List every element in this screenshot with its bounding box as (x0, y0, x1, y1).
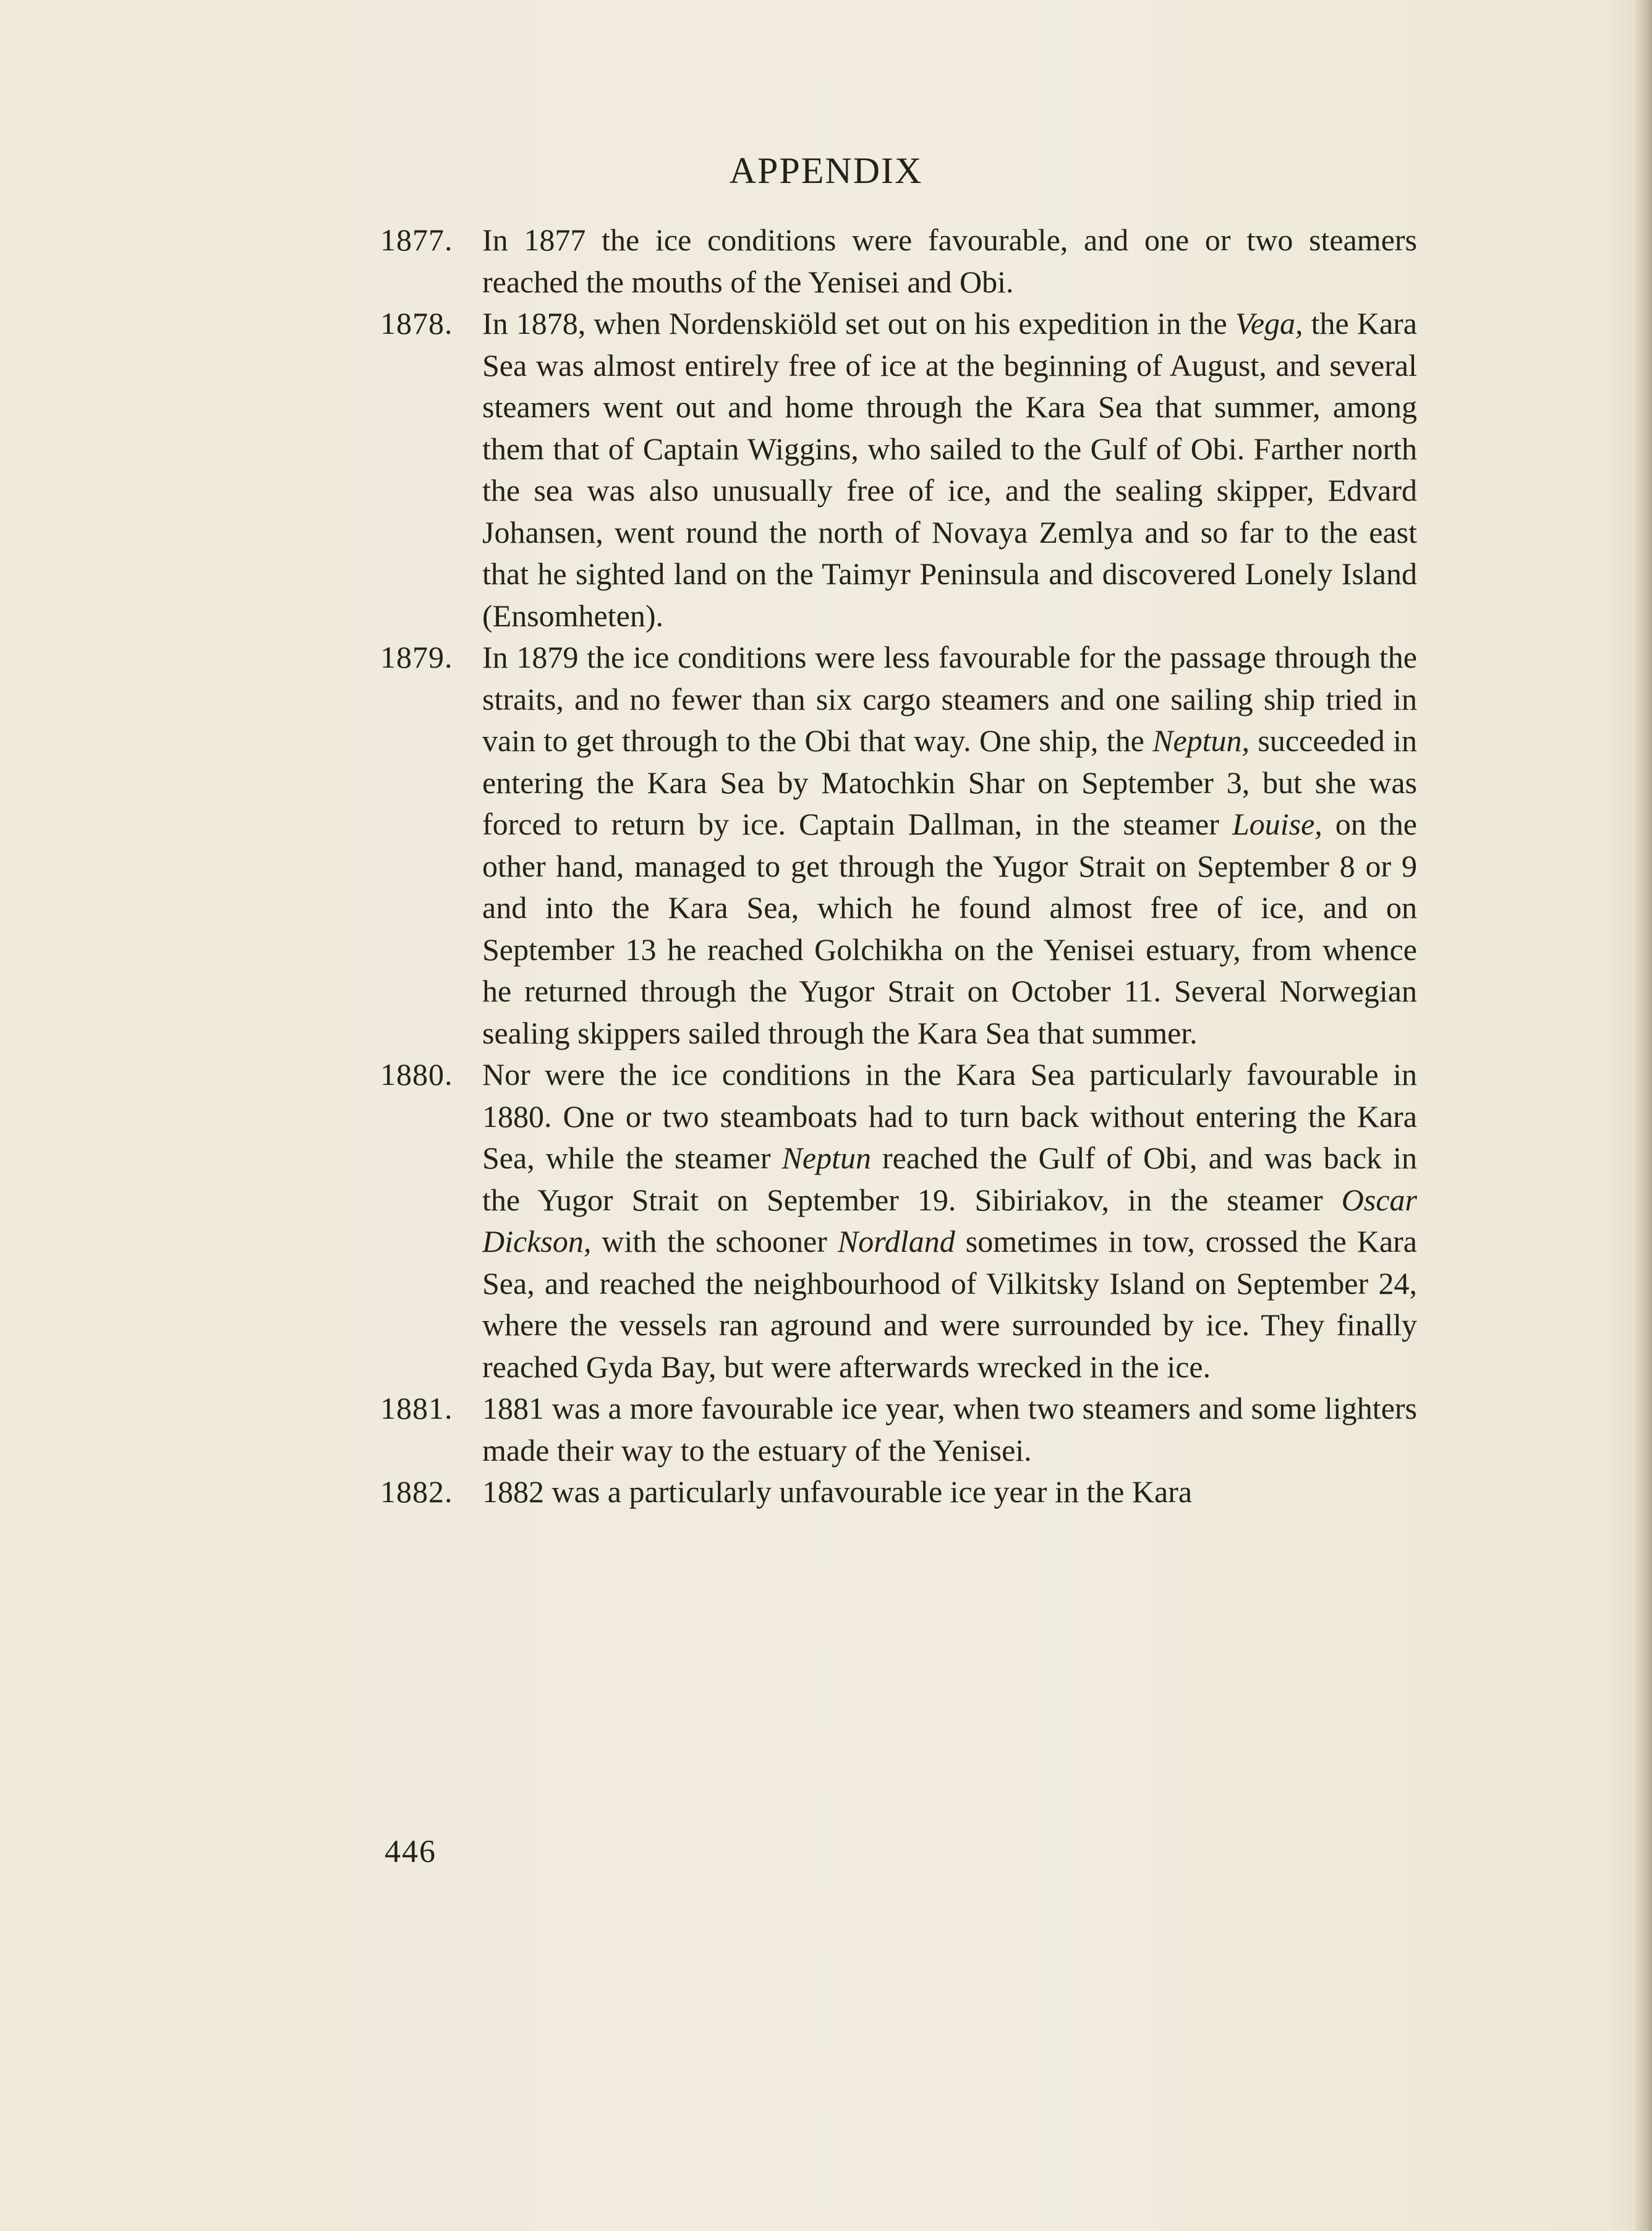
year-entry (380, 1054, 1417, 1388)
text-run: the Kara Sea was almost entirely free of ice at the beginning of August, and several steamers went out and home through the Kara Sea that summer, among them that of Captain Wiggins, who sailed to the Gulf of Obi. Farther north the sea was also unusually free of ice, and the sealing skipper, Edvard Johansen, went round the north of Novaya Zemlya and so far to the east that he sighted land on the Taimyr Peninsula and discovered Lonely Island (Ensomheten). (482, 306, 1417, 633)
text-run: reached the Gulf of Obi, and was back in the Yugor Strait on September 19. Sibiriakov, in the steamer (482, 1141, 1417, 1217)
text-run: 1881 was a more favourable ice year, when two steamers and some lighters made their way to the estuary of the Yenisei. (482, 1391, 1417, 1468)
entry-text (482, 637, 1417, 1054)
entry-text (482, 219, 1417, 303)
entry-year: 1878. (380, 306, 453, 341)
entry-year: 1882. (380, 1474, 453, 1509)
running-head: APPENDIX (729, 150, 923, 191)
ship-name: Louise, (1232, 807, 1322, 841)
year-entry (380, 1388, 1417, 1471)
text-run: on the other hand, managed to get through the Yugor Strait on September 8 or 9 and into the Kara Sea, which he found almost free of ice, and on September 13 he reached Golchikha on the Yenisei estuary, from whence he returned through the Yugor Strait on October 11. Several Norwegian sealing skippers sailed through the Kara Sea that summer. (482, 807, 1417, 1050)
text-run: sometimes in tow, crossed the Kara Sea, and reached the neighbourhood of Vilkitsky Island on September 24, where the vessels ran aground and were surrounded by ice. They finally reached Gyda Bay, but were afterwards wrecked in the ice. (482, 1224, 1417, 1384)
entry-text (482, 1388, 1417, 1471)
ship-name: Neptun (781, 1141, 871, 1175)
year-entry (380, 637, 1418, 1054)
ship-name: Neptun, (1152, 723, 1250, 758)
year-entry (380, 219, 1417, 303)
entry-text (482, 1471, 1417, 1513)
entry-year: 1879. (380, 640, 453, 674)
page-spine-shadow (1635, 0, 1652, 2231)
text-run: Nor were the ice conditions in the Kara Sea particularly favourable in 1880. One or two steamboats had to turn back without entering the Kara Sea, while the steamer (482, 1057, 1417, 1175)
entry-year: 1881. (380, 1391, 453, 1426)
page-number: 446 (385, 1834, 436, 1869)
text-run: succeeded in entering the Kara Sea by Matochkin Shar on September 3, but she was forced to return by ice. Captain Dallman, in the steamer (482, 723, 1418, 841)
ship-name: Nordland (837, 1224, 955, 1259)
text-run: In 1879 the ice conditions were less favourable for the passage through the straits, and no fewer than six cargo steamers and one sailing ship tried in vain to get through to the Obi that way. One ship, the (482, 640, 1417, 758)
year-entry (380, 303, 1417, 637)
entry-text (482, 1054, 1417, 1388)
ship-name: Vega, (1235, 306, 1303, 341)
entry-text (482, 303, 1417, 637)
year-entry (380, 1471, 1417, 1513)
entry-year: 1877. (380, 223, 453, 257)
text-run: with the schooner (591, 1224, 838, 1259)
text-run: In 1878, when Nordenskiöld set out on his expedition in the (482, 306, 1235, 341)
ship-name: Oscar Dickson, (482, 1182, 1417, 1259)
appendix-body (380, 219, 1418, 1513)
text-run: In 1877 the ice conditions were favourable, and one or two steamers reached the mouths of the Yenisei and Obi. (482, 223, 1417, 299)
text-run: 1882 was a particularly unfavourable ice year in the Kara (482, 1474, 1193, 1509)
entry-year: 1880. (380, 1057, 453, 1092)
